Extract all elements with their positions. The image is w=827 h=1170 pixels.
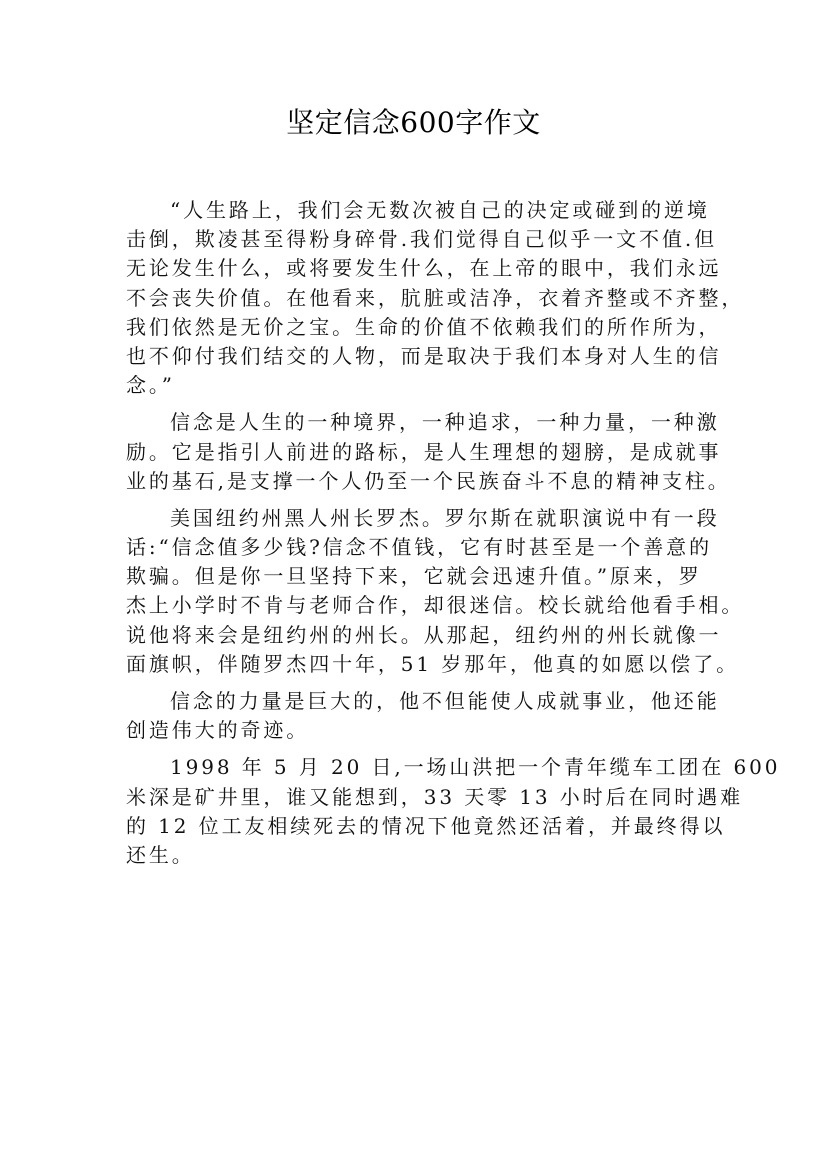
- paragraph-spacer: [126, 745, 716, 753]
- paragraph-spacer: [126, 679, 716, 687]
- paragraph-line: 1998 年 5 月 20 日,一场山洪把一个青年缆车工团在 600: [170, 755, 781, 780]
- paragraph-line: 励。它是指引人前进的路标，是人生理想的翅膀，是成就事: [126, 439, 722, 464]
- paragraph-4: [126, 687, 720, 745]
- paragraph-line: “人生路上，我们会无数次被自己的决定或碰到的逆境: [170, 198, 710, 222]
- document-body: [126, 196, 781, 870]
- paragraph-line: 面旗帜，伴随罗杰四十年，51 岁那年，他真的如愿以偿了。: [126, 651, 740, 676]
- paragraph-3: [126, 504, 745, 679]
- paragraph-line: 创造伟大的奇迹。: [126, 718, 310, 743]
- paragraph-line: 业的基石,是支撑一个人仍至一个民族奋斗不息的精神支柱。: [126, 468, 731, 493]
- paragraph-line: 的 12 位工友相续死去的情况下他竟然还活着，并最终得以: [126, 813, 726, 838]
- paragraph-2: [126, 408, 731, 496]
- paragraph-line: 我们依然是无价之宝。生命的价值不依赖我们的所作所为，: [126, 314, 722, 339]
- paragraph-line: 信念是人生的一种境界，一种追求，一种力量，一种激: [170, 410, 720, 435]
- paragraph-line: 不会丧失价值。在他看来，肮脏或洁净，衣着齐整或不齐整，: [126, 285, 745, 310]
- paragraph-line: 无论发生什么，或将要发生什么，在上帝的眼中，我们永远: [126, 256, 722, 281]
- paragraph-line: 还生。: [126, 842, 195, 867]
- paragraph-line: 欺骗。但是你一旦坚持下来，它就会迅速升值。”原来，罗: [126, 564, 702, 589]
- paragraph-spacer: [126, 400, 716, 408]
- paragraph-line: 说他将来会是纽约州的州长。从那起，纽约州的州长就像一: [126, 622, 722, 647]
- paragraph-5: [126, 753, 781, 870]
- paragraph-line: 米深是矿井里，谁又能想到，33 天零 13 小时后在同时遇难: [126, 784, 743, 809]
- paragraph-line: 击倒，欺凌甚至得粉身碎骨.我们觉得自己似乎一文不值.但: [126, 227, 718, 252]
- document-title: 坚定信念600字作文: [286, 106, 541, 139]
- paragraph-line: 话:“信念值多少钱?信念不值钱，它有时甚至是一个善意的: [126, 535, 712, 560]
- paragraph-spacer: [126, 496, 716, 504]
- paragraph-line: 念。”: [126, 373, 175, 398]
- paragraph-line: 美国纽约州黑人州长罗杰。罗尔斯在就职演说中有一段: [170, 505, 720, 530]
- paragraph-1: [126, 196, 745, 400]
- paragraph-line: 杰上小学时不肯与老师合作，却很迷信。校长就给他看手相。: [126, 593, 745, 618]
- paragraph-line: 也不仰付我们结交的人物，而是取决于我们本身对人生的信: [126, 343, 722, 368]
- paragraph-line: 信念的力量是巨大的，他不但能使人成就事业，他还能: [170, 689, 720, 713]
